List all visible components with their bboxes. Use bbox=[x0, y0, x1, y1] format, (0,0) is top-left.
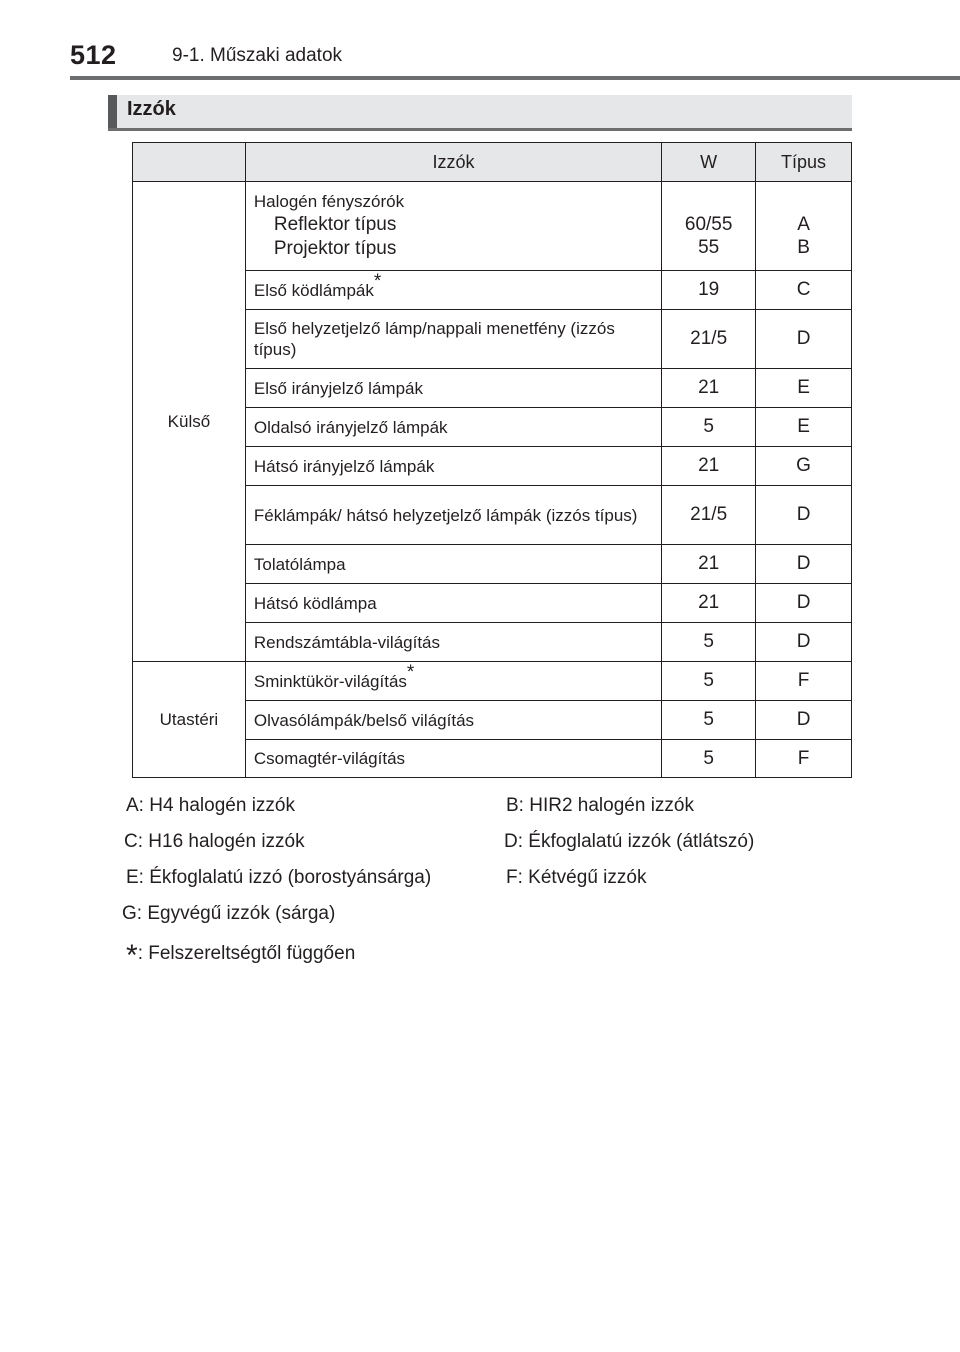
bulb-type bbox=[756, 182, 852, 271]
bulb-name: Hátsó ködlámpa bbox=[245, 584, 661, 623]
bulb-type: D bbox=[756, 486, 852, 545]
legend-b: B: HIR2 halogén izzók bbox=[506, 795, 694, 816]
bulb-type: D bbox=[756, 310, 852, 369]
bulb-watt: 5 bbox=[662, 662, 756, 701]
bulb-name: Rendszámtábla-világítás bbox=[245, 623, 661, 662]
header-rule bbox=[70, 76, 960, 80]
bulb-type: E bbox=[756, 369, 852, 408]
bulb-watt: 21/5 bbox=[662, 486, 756, 545]
bulb-name: Oldalsó irányjelző lámpák bbox=[245, 408, 661, 447]
legend-g: G: Egyvégű izzók (sárga) bbox=[122, 903, 336, 924]
bulb-name: Első irányjelző lámpák bbox=[245, 369, 661, 408]
bulb-type: E bbox=[756, 408, 852, 447]
table-row bbox=[133, 182, 852, 271]
footnote-star: * bbox=[406, 661, 415, 683]
bulb-type: G bbox=[756, 447, 852, 486]
bulb-name: Féklámpák/ hátsó helyzetjelző lámpák (izzós típus) bbox=[245, 486, 661, 545]
bulb-name: Olvasólámpák/belső világítás bbox=[245, 701, 661, 740]
group-exterior: Külső bbox=[133, 182, 246, 662]
bulb-type: F bbox=[756, 740, 852, 778]
type-value: A bbox=[797, 214, 810, 235]
bulb-name: Tolatólámpa bbox=[245, 545, 661, 584]
group-interior: Utastéri bbox=[133, 662, 246, 778]
bulb-watt: 5 bbox=[662, 408, 756, 447]
table-header-row bbox=[133, 143, 852, 182]
column-header-bulbs: Izzók bbox=[245, 143, 661, 182]
bulb-watt: 5 bbox=[662, 623, 756, 662]
bulb-watt bbox=[662, 182, 756, 271]
bulb-type: C bbox=[756, 271, 852, 310]
bulb-name bbox=[245, 662, 661, 701]
page-number: 512 bbox=[70, 40, 117, 70]
bulb-name bbox=[245, 271, 661, 310]
legend-note bbox=[126, 933, 356, 972]
bulb-table bbox=[132, 142, 852, 778]
bulb-watt: 21 bbox=[662, 545, 756, 584]
bulb-type: D bbox=[756, 545, 852, 584]
chapter-title: 9-1. Műszaki adatok bbox=[172, 45, 343, 66]
bulb-watt: 5 bbox=[662, 701, 756, 740]
bulb-type: D bbox=[756, 623, 852, 662]
headlight-title: Halogén fényszórók bbox=[253, 192, 405, 211]
bulb-type: F bbox=[756, 662, 852, 701]
bulb-watt: 21 bbox=[662, 369, 756, 408]
bulb-type: D bbox=[756, 584, 852, 623]
legend-a: A: H4 halogén izzók bbox=[126, 795, 295, 816]
column-header-watt: W bbox=[662, 143, 756, 182]
bulb-name: Csomagtér-világítás bbox=[245, 740, 661, 778]
column-header-type: Típus bbox=[756, 143, 852, 182]
table-row bbox=[133, 662, 852, 701]
footnote-star: * bbox=[373, 270, 382, 292]
watt-value: 60/55 bbox=[684, 214, 733, 235]
headlight-sub-reflector: Reflektor típus bbox=[273, 214, 397, 235]
bulb-watt: 5 bbox=[662, 740, 756, 778]
bulb-type: D bbox=[756, 701, 852, 740]
bulb-watt: 19 bbox=[662, 271, 756, 310]
headlight-sub-projector: Projektor típus bbox=[273, 238, 397, 259]
note-text: : Felszereltségtől függően bbox=[137, 943, 356, 964]
legend-d: D: Ékfoglalatú izzók (átlátszó) bbox=[504, 831, 755, 852]
bulb-watt: 21 bbox=[662, 447, 756, 486]
legend-e: E: Ékfoglalatú izzó (borostyánsárga) bbox=[126, 867, 432, 888]
section-header bbox=[108, 95, 852, 131]
bulb-name-text: Első ködlámpák bbox=[253, 280, 374, 300]
section-header-bar bbox=[108, 95, 117, 128]
legend-f: F: Kétvégű izzók bbox=[506, 867, 647, 888]
bulb-name bbox=[245, 182, 661, 271]
section-title: Izzók bbox=[127, 98, 176, 120]
watt-value: 55 bbox=[698, 237, 720, 258]
bulb-name: Első helyzetjelző lámp/nappali menetfény (izzós típus) bbox=[245, 310, 661, 369]
column-header-group bbox=[133, 143, 246, 182]
note-star: * bbox=[126, 939, 138, 972]
type-value: B bbox=[797, 237, 810, 258]
legend-c: C: H16 halogén izzók bbox=[124, 831, 305, 852]
bulb-watt: 21 bbox=[662, 584, 756, 623]
bulb-name: Hátsó irányjelző lámpák bbox=[245, 447, 661, 486]
bulb-name-text: Sminktükör-világítás bbox=[253, 671, 407, 691]
bulb-watt: 21/5 bbox=[662, 310, 756, 369]
